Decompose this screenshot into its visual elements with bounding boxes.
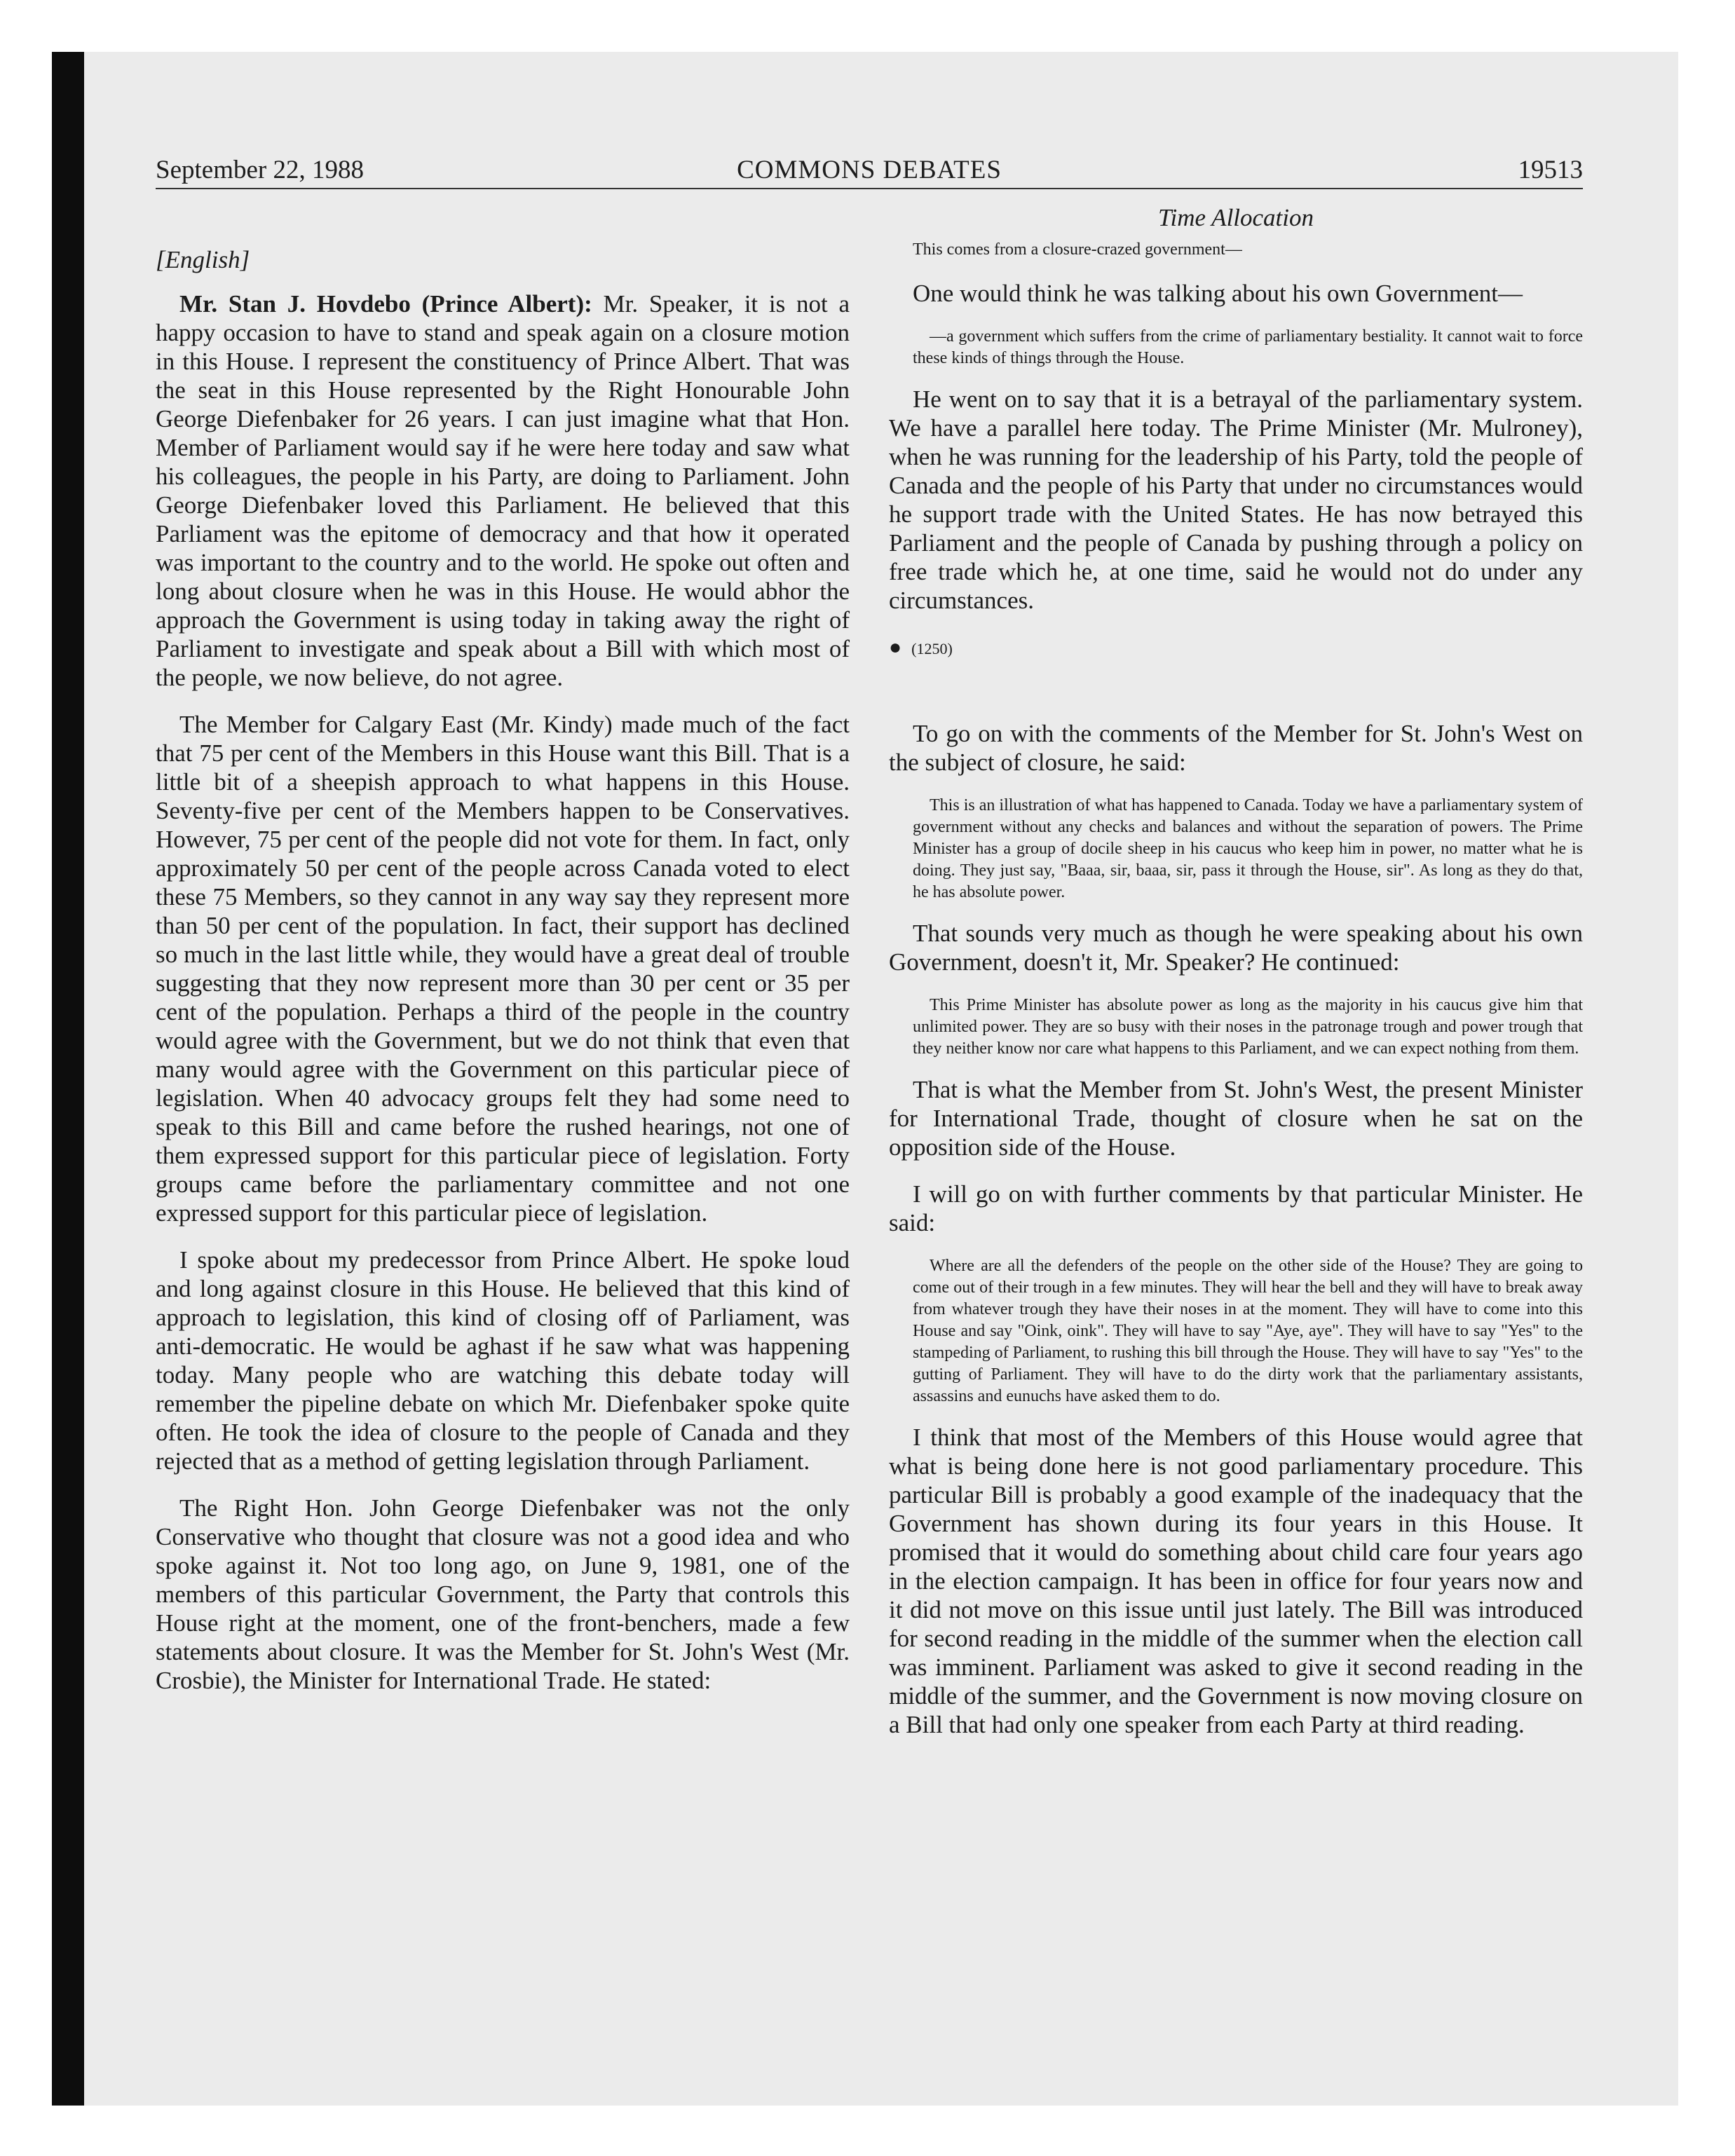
bullet-icon: ●	[889, 636, 902, 659]
time-marker-text: (1250)	[911, 640, 953, 657]
paragraph-text: Mr. Speaker, it is not a happy occasion to have to stand and speak again on a closure motion in this House. I represent the constituency of Prince Albert. That was the seat in this House represented by the Right Honourable John George Diefenbaker for 26 years. I can just imagine what that Hon. Member of Parliament would say if he were here today and saw what his colleagues, the people in his Party, are doing to Parliament. John George Diefenbaker loved this Parliament. He believed that this Parliament was the epitome of democracy and that how it operated was important to the country and to the world. He spoke out often and long about closure when he was in this House. He would abhor the approach the Government is using today in taking away the right of Parliament to investigate and speak about a Bill with which most of the people, we now believe, do not agree.	[156, 290, 850, 691]
paragraph: That sounds very much as though he were speaking about his own Government, doesn't it, Mr. Speaker? He continued:	[889, 920, 1583, 976]
left-column	[156, 203, 850, 1713]
paragraph: I will go on with further comments by that particular Minister. He said:	[889, 1180, 1583, 1236]
paragraph	[156, 289, 850, 692]
speaker-name: Mr. Stan J. Hovdebo (Prince Albert):	[179, 290, 592, 318]
block-quote: This Prime Minister has absolute power as long as the majority in his caucus give him that unlimited power. They are so busy with their noses in the patronage trough and power trough that they neither know nor care what happens to this Parliament, and we can expect nothing from them.	[913, 996, 1583, 1058]
paragraph: He went on to say that it is a betrayal of the parliamentary system. We have a parallel here today. The Prime Minister (Mr. Mulroney), when he was running for the leadership of his Party, told the people of Canada and the people of his Party that under no circumstances would he support trade with the United States. He has now betrayed this Parliament and the people of Canada by pushing through a policy on free trade which he, at one time, said he would not do under any circumstances.	[889, 386, 1583, 614]
paragraph: I think that most of the Members of this House would agree that what is being done here is not good parliamentary procedure. This particular Bill is probably a good example of the inadequacy that the Government has shown during its four years in this House. It promised that it would do something about child care four years ago in the election campaign. It has been in office for four years now and it did not move on this issue until just lately. The Bill was introduced for second reading in the middle of the summer when the election call was imminent. Parliament was asked to give it second reading in the middle of the summer, and the Government is now moving closure on a Bill that had only one speaker from each Party at third reading.	[889, 1424, 1583, 1738]
scan-binding-edge	[52, 52, 84, 2106]
block-quote: —a government which suffers from the crime of parliamentary bestiality. It cannot wait to force these kinds of things through the House.	[913, 327, 1583, 367]
language-tag: [English]	[156, 246, 250, 273]
time-marker	[889, 633, 1583, 663]
paragraph: One would think he was talking about his own Government—	[913, 280, 1523, 307]
header-date: September 22, 1988	[156, 156, 364, 184]
section-title: Time Allocation	[1158, 204, 1314, 231]
page-header	[156, 153, 1583, 189]
paragraph: The Right Hon. John George Diefenbaker was not the only Conservative who thought that closure was not a good idea and who spoke against it. Not too long ago, on June 9, 1981, one of the members of this particular Government, the Party that controls this House right at the moment, one of the front-benchers, made a few statements about closure. It was the Member for St. John's West (Mr. Crosbie), the Minister for International Trade. He stated:	[156, 1494, 850, 1694]
paragraph: The Member for Calgary East (Mr. Kindy) made much of the fact that 75 per cent of the Members in this House want this Bill. That is a little bit of a sheepish approach to what happens in this House. Seventy-five per cent of the Members happen to be Conservatives. However, 75 per cent of the people did not vote for them. In fact, only approximately 50 per cent of the people across Canada voted to elect these 75 Members, so they cannot in any way say they represent more than 50 per cent of the population. In fact, their support has declined so much in the last little while, they would have a great deal of trouble suggesting that they now represent more than 30 per cent or 35 per cent of the population. Perhaps a third of the people in the country would agree with the Government, but we do not think that even that many would agree with the Government on this particular piece of legislation. When 40 advocacy groups felt they had some need to speak to this Bill and came before the rushed hearings, not one of them expressed support for this particular piece of legislation. Forty groups came before the parliamentary committee and not one expressed support for this particular piece of legislation.	[156, 711, 850, 1227]
header-title: COMMONS DEBATES	[737, 156, 1002, 184]
right-column	[889, 203, 1583, 1757]
block-quote: Where are all the defenders of the people on the other side of the House? They are going to come out of their trough in a few minutes. They will hear the bell and they will have to break away from whatever trough they have their noses in at the moment. They will have to come into this House and say "Oink, oink". They will have to say "Aye, aye". They will have to say "Yes" to the stampeding of Parliament, to rushing this bill through the House. They will have to say "Yes" to the gutting of Parliament. They will have to do the dirty work that the parliamentary assistants, assassins and eunuchs have asked them to do.	[913, 1257, 1583, 1405]
paragraph: I spoke about my predecessor from Prince Albert. He spoke loud and long against closure in this House. He believed that this kind of approach to legislation, this kind of closing off of Parliament, was anti-democratic. He would be aghast if he saw what was happening today. Many people who are watching this debate today will remember the pipeline debate on which Mr. Diefenbaker spoke quite often. He took the idea of closure to the people of Canada and they rejected that as a method of getting legislation through Parliament.	[156, 1246, 850, 1475]
block-quote: This is an illustration of what has happened to Canada. Today we have a parliamentary system of government without any checks and balances and without the separation of powers. The Prime Minister has a group of docile sheep in his caucus who keep him in power, no matter what he is doing. They just say, "Baaa, sir, baaa, sir, pass it through the House, sir". As long as they do that, he has absolute power.	[913, 796, 1583, 901]
header-page-number: 19513	[1518, 156, 1583, 184]
block-quote: This comes from a closure-crazed government—	[913, 240, 1242, 259]
paragraph: To go on with the comments of the Member for St. John's West on the subject of closure, he said:	[889, 720, 1583, 776]
paragraph: That is what the Member from St. John's West, the present Minister for International Trade, thought of closure when he sat on the opposition side of the House.	[889, 1076, 1583, 1161]
